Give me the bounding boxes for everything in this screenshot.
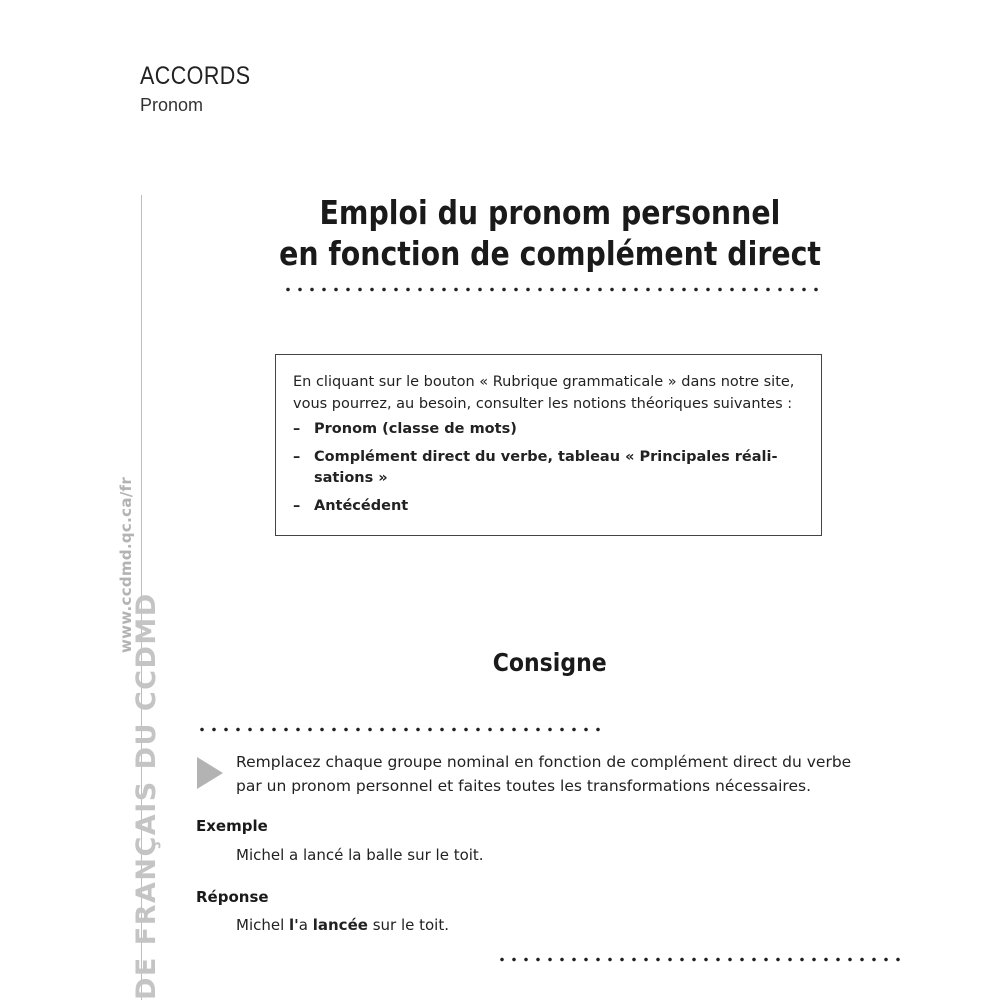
notice-intro-line-1: En cliquant sur le bouton « Rubrique grammaticale » dans notre site,	[293, 374, 795, 390]
answer-text: a	[298, 916, 313, 934]
notice-intro-line-2: vous pourrez, au besoin, consulter les notions théoriques suivantes :	[293, 396, 793, 412]
page-title-line-2: en fonction de complément direct	[279, 234, 821, 273]
list-dash: –	[293, 421, 301, 437]
answer-text: Michel	[236, 916, 290, 934]
example-label: Exemple	[196, 817, 268, 835]
answer-label: Réponse	[196, 888, 269, 906]
notion-label-continued: sations »	[314, 470, 388, 486]
page-title-line-1: Emploi du pronom personnel	[319, 193, 781, 232]
notion-item-complement-direct	[293, 447, 805, 489]
answer-text: sur le toit.	[367, 916, 449, 934]
notion-label: Pronom (classe de mots)	[314, 421, 517, 437]
example-sentence: Michel a lancé la balle sur le toit.	[236, 846, 484, 864]
notion-list	[293, 419, 805, 517]
instruction-line-1: Remplacez chaque groupe nominal en fonction de complément direct du verbe	[236, 753, 852, 771]
spine-url-text: www.ccdmd.qc.ca/fr	[117, 476, 135, 653]
answer-participle: lancée	[312, 916, 368, 934]
notion-item-pronom	[293, 419, 805, 440]
consigne-dotted-rule	[196, 727, 608, 732]
answer-sentence	[236, 916, 449, 934]
consigne-heading: Consigne	[493, 648, 607, 677]
play-arrow-icon	[197, 757, 223, 789]
list-dash: –	[293, 449, 301, 465]
spine-publisher-text: DE FRANÇAIS DU CCDMD	[131, 592, 162, 1000]
header-category: ACCORDS	[140, 62, 251, 90]
title-dotted-rule	[282, 287, 822, 292]
notion-label: Complément direct du verbe, tableau « Principales réali-	[314, 449, 778, 465]
instruction-line-2: par un pronom personnel et faites toutes les transformations nécessaires.	[236, 777, 812, 795]
list-dash: –	[293, 498, 301, 514]
notion-label: Antécédent	[314, 498, 409, 514]
notion-item-antecedent	[293, 496, 805, 517]
theory-notice-box	[275, 354, 822, 536]
answer-pronoun: l'	[289, 916, 299, 934]
consigne-instruction	[236, 750, 926, 798]
footer-dotted-rule	[496, 957, 904, 962]
header-subcategory: Pronom	[140, 95, 204, 115]
